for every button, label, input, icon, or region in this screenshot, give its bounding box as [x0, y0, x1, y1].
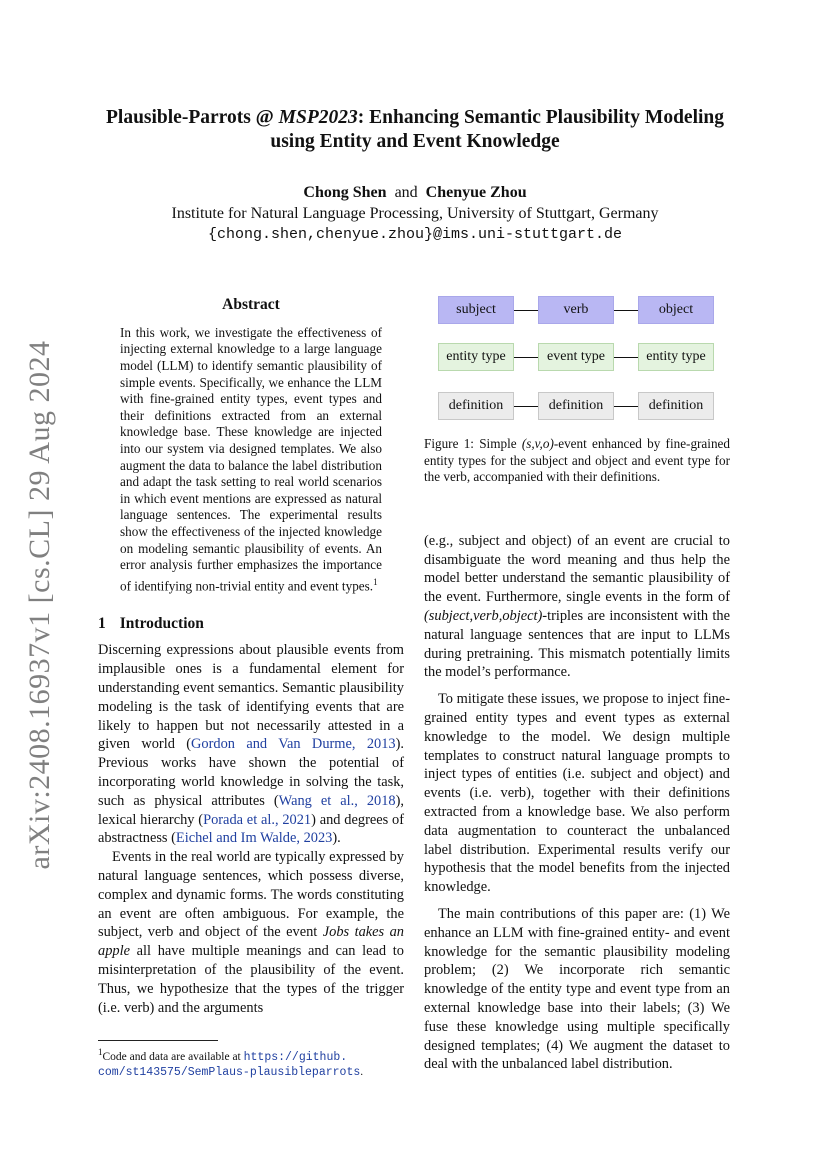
citation-link[interactable]: Eichel and Im Walde, 2023 [175, 830, 333, 847]
footnote-divider [98, 1040, 218, 1041]
footnote-marker[interactable]: 1 [373, 576, 378, 587]
node-subject: subject [438, 296, 514, 324]
author-name: Chong Shen [303, 184, 387, 201]
left-column [98, 296, 404, 1017]
node-definition: definition [638, 392, 714, 420]
author-email: {chong.shen,chenyue.zhou}@ims.uni-stuttgart.de [207, 226, 623, 243]
footnote: $^1$Code and data are available at https://github. com/st143575/SemPlaus-plausibleparrots. [98, 1047, 364, 1079]
node-entity-type: entity type [638, 343, 714, 371]
venue-name: MSP2023 [278, 107, 358, 128]
citation-link[interactable]: Gordon and Van Durme, 2013 [191, 736, 396, 753]
intro-paragraph: Events in the real world are typically expressed by natural language sentences, which possess diverse, complex and dynamic forms. The words constituting an event are often ambiguous. For example, the subject, verb and object of the event Jobs takes an apple all have multiple meanings and can lead to misinterpretation of the plausibility of the event. Thus, we hypothesize that the types of the trigger (i.e. verb) and the arguments [98, 849, 404, 1016]
affiliation: Institute for Natural Language Processing, University of Stuttgart, Germany [171, 205, 659, 222]
node-definition: definition [538, 392, 614, 420]
arxiv-identifier: arXiv:2408.16937v1 [cs.CL] 29 Aug 2024 [23, 340, 56, 870]
section-heading-introduction: 1 Introduction [98, 614, 204, 632]
node-event-type: event type [538, 343, 614, 371]
connector [614, 310, 638, 311]
code-url-link[interactable]: https://github. com/st143575/SemPlaus-plausibleparrots [98, 1050, 361, 1079]
connector [614, 406, 638, 407]
right-column [424, 296, 730, 1074]
citation-link[interactable]: Porada et al., 2021 [203, 811, 312, 828]
node-entity-type: entity type [438, 343, 514, 371]
figure-caption: Figure 1: Simple (s,v,o)-event enhanced by fine-grained entity types for the subject and object and event type for the verb, accompanied with their definitions. [424, 436, 730, 485]
spacer [424, 486, 730, 532]
arxiv-sidebar [10, 340, 70, 870]
citation-link[interactable]: Wang et al., 2018 [278, 792, 396, 809]
body-paragraph: To mitigate these issues, we propose to inject fine-grained entity types and event types as external knowledge to the model. We design multiple templates to construct natural language prompts to inject types of entities (i.e. subject and object) and events (i.e. verb), together with their definitions extracted from a knowledge base. We also perform data augmentation to counteract the unbalanced label distribution. Experimental results verify our hypothesis that the model benefits from the injected knowledge. [424, 691, 730, 896]
connector [614, 357, 638, 358]
author-block [90, 182, 740, 245]
body-paragraph: (e.g., subject and object) of an event are crucial to disambiguate the word meaning and thus help the model better understand the semantic plausibility of the event. Furthermore, single events in the form of (subject,verb,object)-triples are inconsistent with the natural language sentences that are input to LLMs during pretraining. This mismatch potentially limits the model’s performance. [424, 532, 730, 681]
abstract-heading: Abstract [222, 296, 280, 313]
connector [514, 357, 538, 358]
abstract-text: In this work, we investigate the effectiveness of injecting external knowledge to a large language model (LLM) to identify semantic plausibility of simple events. Specifically, we enhance the LLM with fine-grained entity types, event types and their definitions extracted from an external knowledge base. These knowledge are injected into our system via designed templates. We also augment the data to balance the label distribution and adapt the task setting to real world scenarios in which event mentions are expressed as natural language sentences. The experimental results show the effectiveness of the injected knowledge on modeling semantic plausibility of events. An error analysis further emphasizes the importance of identifying non-trivial entity and event types.$^1$ [120, 324, 382, 594]
connector [514, 406, 538, 407]
node-object: object [638, 296, 714, 324]
author-names: Chong Shen and Chenyue Zhou [303, 184, 527, 201]
author-name: Chenyue Zhou [425, 184, 527, 201]
paper-title: Plausible-Parrots @ MSP2023: Enhancing Semantic Plausibility Modeling using Entity and Event Knowledge [105, 107, 724, 152]
body-paragraph: The main contributions of this paper are: (1) We enhance an LLM with fine-grained entity- and event knowledge for the semantic plausibility modeling problem; (2) We incorporate rich semantic knowledge of the entity type and event type from an external knowledge base into their labels; (3) We fuse these knowledge using multiple specifically designed templates; (4) We augment the dataset to deal with the unbalanced label distribution. [424, 905, 730, 1073]
node-verb: verb [538, 296, 614, 324]
intro-paragraph: Discerning expressions about plausible events from implausible ones is a fundamental element for understanding event semantics. Semantic plausibility modeling is the task of identifying events that are likely to happen but not necessarily attested in a given world (Gordon and Van Durme, 2013). Previous works have shown the potential of incorporating world knowledge in solving the task, such as physical attributes (Wang et al., 2018), lexical hierarchy (Porada et al., 2021) and degrees of abstractness (Eichel and Im Walde, 2023). [98, 642, 405, 847]
figure-diagram [424, 296, 730, 428]
node-definition: definition [438, 392, 514, 420]
connector [514, 310, 538, 311]
